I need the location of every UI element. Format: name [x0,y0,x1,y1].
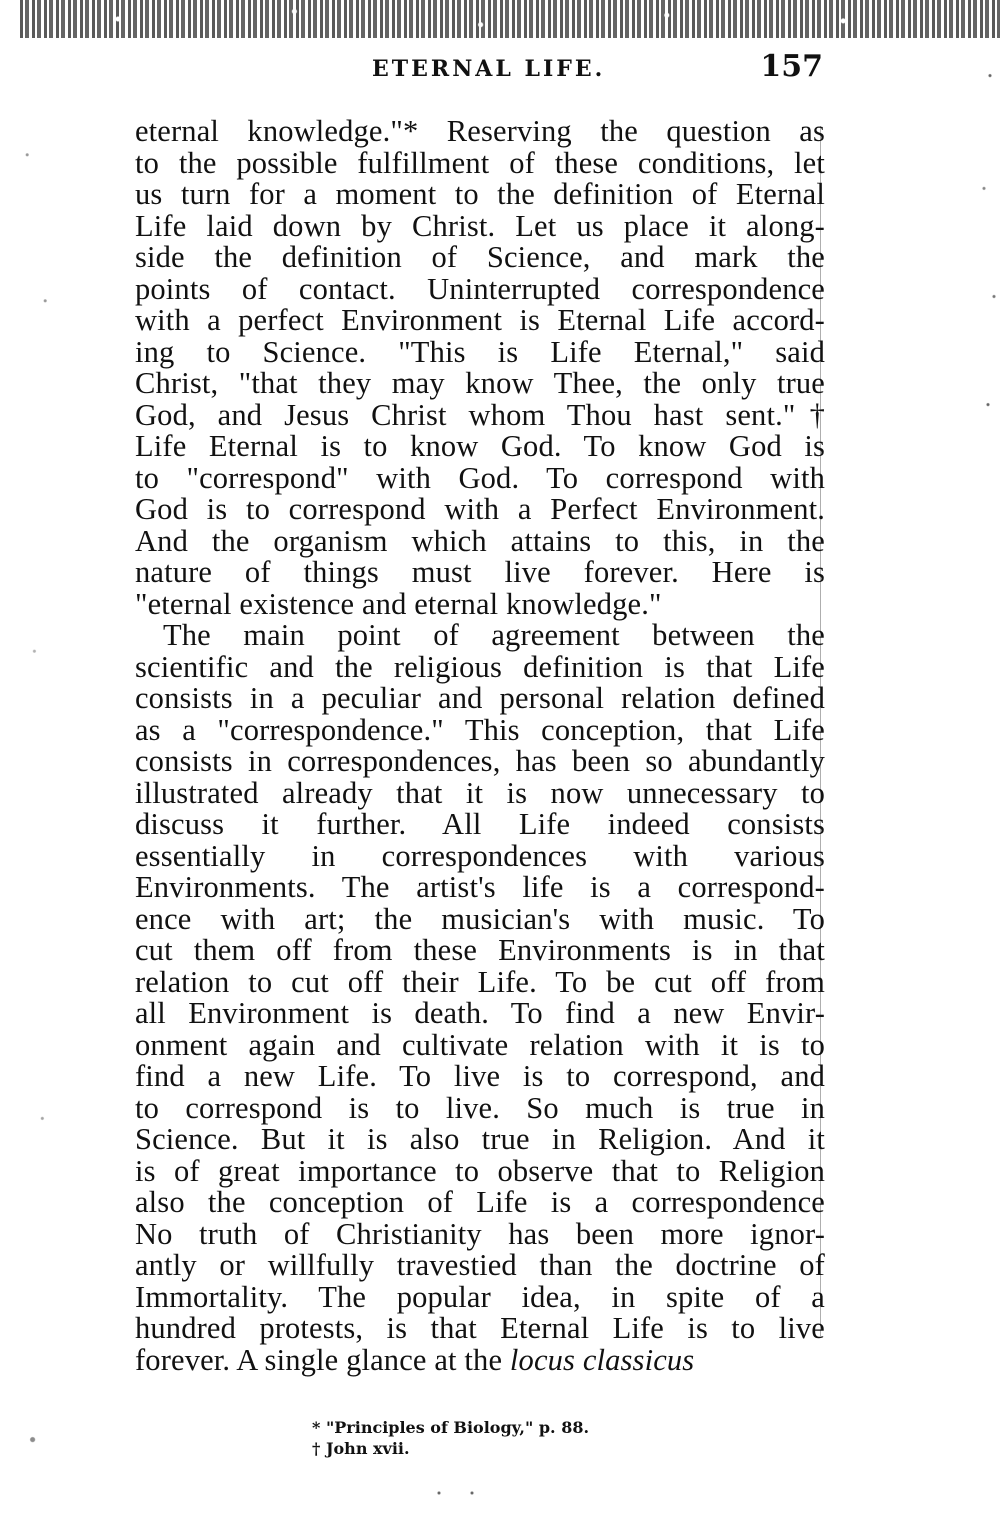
text-line-7: with a perfect Environment is Eternal Life accord- [135,303,825,337]
text-line-10: God, and Jesus Christ whom Thou hast sent."† [135,397,825,432]
text-line-21: consists in correspondences, has been so abundantly [135,744,825,778]
running-head: ETERNAL LIFE. [372,56,606,82]
right-scan-noise [980,38,1000,508]
text-line-19: consists in a peculiar and personal relation defined [135,681,825,715]
text-line-4: Life laid down by Christ. Let us place it along- [135,208,825,243]
page-body [135,116,825,1376]
text-line-40-italic: locus classicus [509,1342,695,1377]
text-line-13: God is to correspond with a Perfect Environment. [135,492,825,526]
text-line-16: "eternal existence and eternal knowledge." [135,586,662,621]
top-scan-noise [20,0,1000,38]
text-line-9: Christ, "that they may know Thee, the only true [135,366,825,400]
text-line-14: And the organism which attains to this, in the [135,523,825,558]
text-line-24: essentially in correspondences with various [135,838,825,873]
text-line-30: onment again and cultivate relation with it is to [135,1027,825,1062]
text-line-22: illustrated already that it is now unnecessary to [135,775,825,810]
text-line-20: as a "correspondence." This conception, that Life [135,712,825,747]
footnotes [312,1417,589,1459]
left-scan-noise [20,38,56,1498]
page-number: 157 [760,49,823,84]
footnote-1: * "Principles of Biology," p. 88. [312,1418,590,1437]
text-line-1: eternal knowledge."* Reserving the question as [135,114,825,148]
text-line-32: to correspond is to live. So much is true in [135,1090,825,1125]
text-line-35: also the conception of Life is a correspondence [135,1185,825,1219]
text-line-27: cut them off from these Environments is in that [135,933,825,967]
text-line-40-roman: forever. A single glance at the [135,1342,503,1377]
text-line-34: is of great importance to observe that to Religion [135,1153,825,1188]
footnote-2: † John xvii. [312,1439,410,1458]
text-line-25: Environments. The artist's life is a correspond- [135,870,825,904]
text-line-17: The main point of agreement between the [163,618,825,652]
text-line-23: discuss it further. All Life indeed consists [135,807,825,841]
text-line-29: all Environment is death. To find a new Envir- [135,996,825,1030]
text-line-33: Science. But it is also true in Religion. And it [135,1122,825,1156]
text-line-31: find a new Life. To live is to correspond, and [135,1059,825,1093]
text-line-15: nature of things must live forever. Here is [135,555,825,589]
page-header [135,49,835,88]
text-line-39: hundred protests, is that Eternal Life is to live [135,1311,825,1345]
text-line-2: to the possible fulfillment of these conditions, let [135,145,825,180]
text-line-8: ing to Science. "This is Life Eternal," said [135,334,825,369]
text-line-38: Immortality. The popular idea, in spite of a [135,1279,825,1314]
text-line-28: relation to cut off their Life. To be cut off from [135,964,825,999]
text-line-18: scientific and the religious definition is that Life [135,649,825,684]
text-line-36: No truth of Christianity has been more ignor- [135,1216,825,1251]
text-line-12: to "correspond" with God. To correspond with [135,460,825,495]
text-line-6: points of contact. Uninterrupted correspondence [135,271,825,306]
text-line-3: us turn for a moment to the definition of Eternal [135,177,825,211]
text-line-37: antly or willfully travestied than the doctrine of [135,1248,825,1282]
text-line-11: Life Eternal is to know God. To know God is [135,429,825,463]
text-line-26: ence with art; the musician's with music. To [135,901,825,936]
text-line-40 [135,1342,825,1377]
bottom-scan-dots [430,1488,490,1498]
text-line-5: side the definition of Science, and mark the [135,240,825,274]
